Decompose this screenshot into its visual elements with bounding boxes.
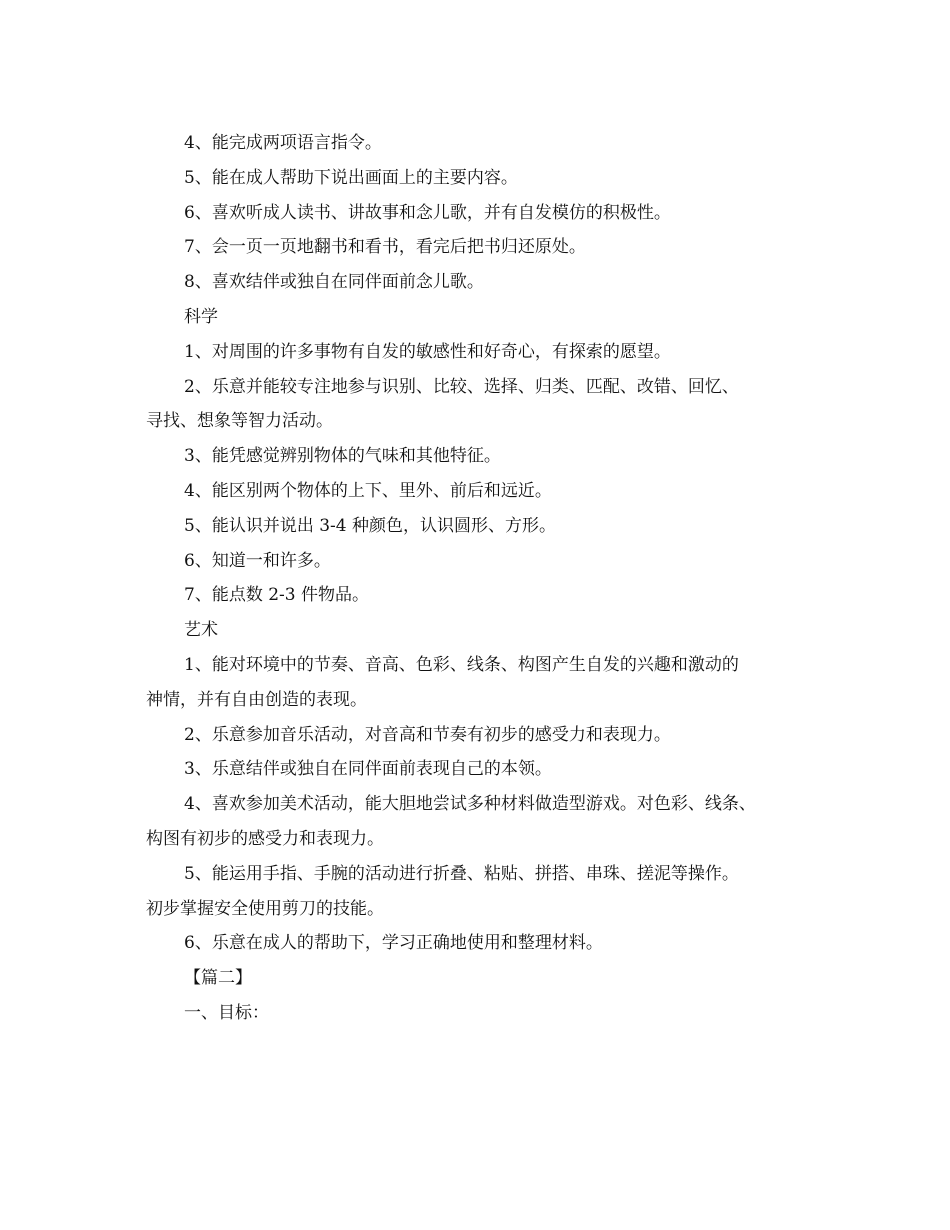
text-line: 1、能对环境中的节奏、音高、色彩、线条、构图产生自发的兴趣和激动的 <box>184 654 739 675</box>
text-line: 6、知道一和许多。 <box>184 550 331 571</box>
document-body <box>146 126 806 1031</box>
paragraph <box>146 787 806 857</box>
paragraph <box>146 161 806 196</box>
text-line: 6、喜欢听成人读书、讲故事和念儿歌，并有自发模仿的积极性。 <box>184 202 671 223</box>
paragraph <box>146 335 806 370</box>
text-line: 神情，并有自由创造的表现。 <box>146 689 367 710</box>
text-line: 5、能在成人帮助下说出画面上的主要内容。 <box>184 167 518 188</box>
text-line: 寻找、想象等智力活动。 <box>146 411 333 432</box>
text-line: 2、乐意并能较专注地参与识别、比较、选择、归类、匹配、改错、回忆、 <box>184 376 739 397</box>
paragraph <box>146 439 806 474</box>
text-line: 艺术 <box>184 620 218 641</box>
section-heading-part-two <box>146 961 806 996</box>
paragraph <box>146 926 806 961</box>
text-line: 构图有初步的感受力和表现力。 <box>146 828 384 849</box>
text-line: 1、对周围的许多事物有自发的敏感性和好奇心，有探索的愿望。 <box>184 341 671 362</box>
text-line: 5、能认识并说出 3-4 种颜色，认识圆形、方形。 <box>184 515 556 536</box>
paragraph <box>146 578 806 613</box>
paragraph <box>146 509 806 544</box>
text-line: 3、能凭感觉辨别物体的气味和其他特征。 <box>184 446 501 467</box>
text-line: 3、乐意结伴或独自在同伴面前表现自己的本领。 <box>184 759 552 780</box>
paragraph <box>146 857 806 927</box>
paragraph <box>146 474 806 509</box>
text-line: 4、能完成两项语言指令。 <box>184 133 382 153</box>
text-line: 科学 <box>184 306 218 327</box>
text-line: 8、喜欢结伴或独自在同伴面前念儿歌。 <box>184 272 484 293</box>
section-heading-science <box>146 300 806 335</box>
paragraph <box>146 648 806 718</box>
paragraph <box>146 718 806 753</box>
paragraph <box>146 265 806 300</box>
text-line: 一、目标： <box>184 1002 269 1023</box>
text-line: 7、会一页一页地翻书和看书，看完后把书归还原处。 <box>184 237 586 258</box>
paragraph <box>146 126 806 161</box>
text-line: 4、喜欢参加美术活动，能大胆地尝试多种材料做造型游戏。对色彩、线条、 <box>184 794 756 815</box>
text-line: 4、能区别两个物体的上下、里外、前后和远近。 <box>184 480 552 501</box>
paragraph <box>146 370 806 440</box>
text-line: 【篇二】 <box>184 968 252 989</box>
text-line: 2、乐意参加音乐活动，对音高和节奏有初步的感受力和表现力。 <box>184 724 671 745</box>
paragraph <box>146 196 806 231</box>
paragraph <box>146 544 806 579</box>
text-line: 初步掌握安全使用剪刀的技能。 <box>146 898 384 919</box>
paragraph <box>146 752 806 787</box>
text-line: 7、能点数 2-3 件物品。 <box>184 585 369 606</box>
text-line: 6、乐意在成人的帮助下，学习正确地使用和整理材料。 <box>184 933 603 954</box>
section-heading-art <box>146 613 806 648</box>
text-line: 5、能运用手指、手腕的活动进行折叠、粘贴、拼搭、串珠、搓泥等操作。 <box>184 863 739 884</box>
section-heading-goals <box>146 996 806 1031</box>
paragraph <box>146 230 806 265</box>
